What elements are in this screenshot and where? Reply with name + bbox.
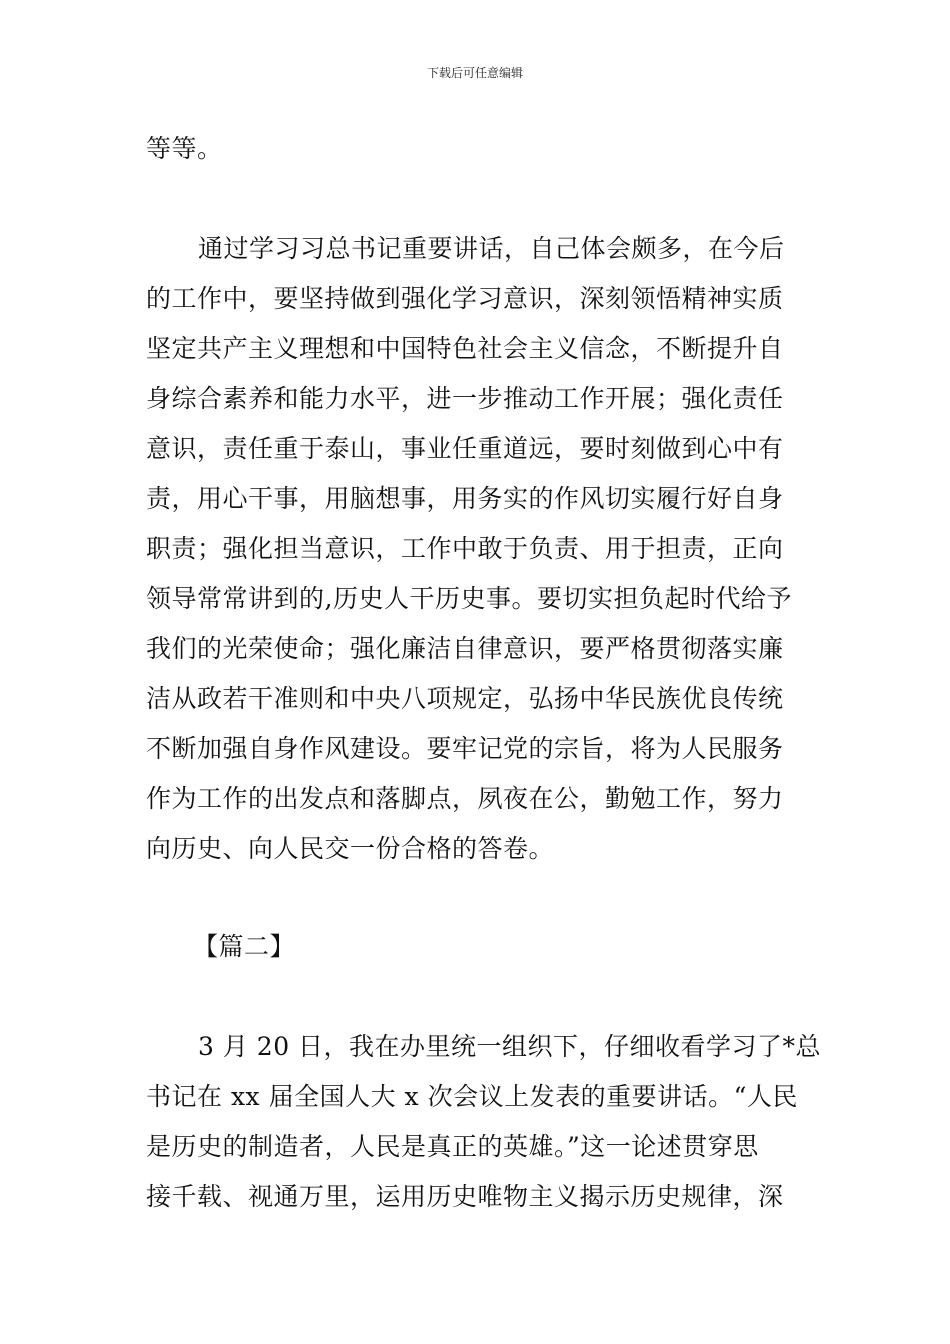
text-line: 我们的光荣使命；强化廉洁自律意识，要严格贯彻落实廉 <box>146 634 784 663</box>
text-line: 向历史、向人民交一份合格的答卷。 <box>146 834 555 863</box>
paragraph-first-line: 通过学习习总书记重要讲话，自己体会颇多，在今后 <box>198 234 785 263</box>
text-line: 身综合素养和能力水平，进一步推动工作开展；强化责任 <box>146 384 784 413</box>
text-line: 等等。 <box>146 134 223 163</box>
text-line: 接千载、视通万里，运用历史唯物主义揭示历史规律，深 <box>146 1182 784 1211</box>
text-line: 书记在 xx 届全国人大 x 次会议上发表的重要讲话。“人民 <box>146 1082 798 1111</box>
text-line: 是历史的制造者，人民是真正的英雄。”这一论述贯穿思 <box>146 1132 759 1161</box>
text-line: 职责；强化担当意识，工作中敢于负责、用于担责，正向 <box>146 534 784 563</box>
page-header: 下载后可任意编辑 <box>426 66 523 80</box>
text-line: 的工作中，要坚持做到强化学习意识，深刻领悟精神实质 <box>146 284 784 313</box>
text-line: 不断加强自身作风建设。要牢记党的宗旨，将为人民服务 <box>146 734 784 763</box>
text-line: 作为工作的出发点和落脚点，夙夜在公，勤勉工作，努力 <box>146 784 784 813</box>
text-line: 意识，责任重于泰山，事业任重道远，要时刻做到心中有 <box>146 434 784 463</box>
paragraph-first-line: 3 月 20 日，我在办里统一组织下，仔细收看学习了*总 <box>198 1032 822 1061</box>
text-line: 洁从政若干准则和中央八项规定，弘扬中华民族优良传统 <box>146 684 784 713</box>
text-line: 坚定共产主义理想和中国特色社会主义信念，不断提升自 <box>146 334 784 363</box>
text-line: 责，用心干事，用脑想事，用务实的作风切实履行好自身 <box>146 484 784 513</box>
section-heading: 【篇二】 <box>193 932 296 961</box>
text-line: 领导常常讲到的,历史人干历史事。要切实担负起时代给予 <box>146 584 792 613</box>
